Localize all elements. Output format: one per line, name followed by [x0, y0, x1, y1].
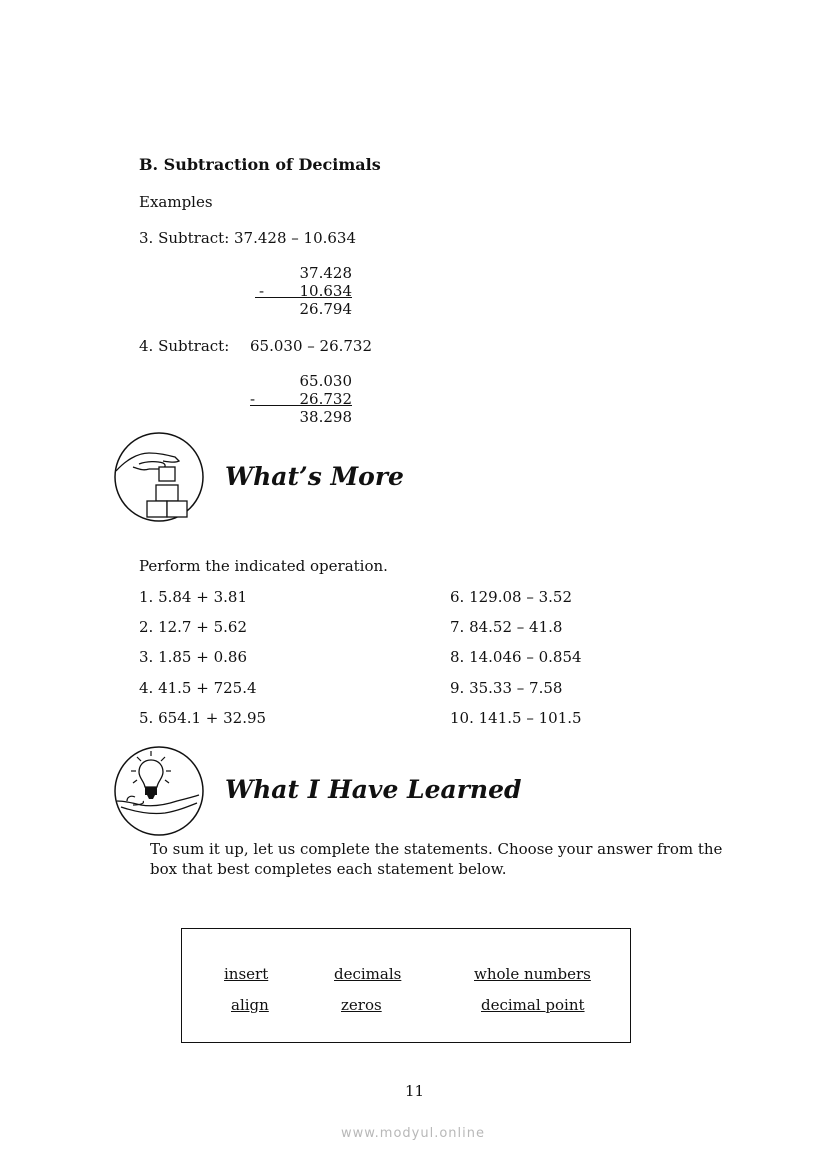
word-bank-box: [181, 928, 631, 1043]
word-bank-item: zeros: [341, 996, 382, 1014]
learned-instruction-line-2: box that best completes each statement below.: [150, 860, 507, 878]
whats-more-instruction: Perform the indicated operation.: [139, 557, 388, 575]
example-3-difference: 26.794: [299, 300, 352, 318]
watermark: www.modyul.online: [340, 1126, 486, 1141]
example-3-prompt: 3. Subtract: 37.428 – 10.634: [139, 229, 357, 247]
page-number: 11: [405, 1082, 425, 1100]
word-bank-item: decimal point: [481, 996, 585, 1014]
hand-stacking-blocks-icon: [113, 431, 205, 523]
example-4-prompt-label: 4. Subtract:: [139, 337, 230, 355]
example-3-minuend: 37.428: [299, 264, 352, 282]
example-4-minus-sign: -: [250, 390, 256, 408]
example-3-subtrahend: 10.634: [299, 282, 352, 300]
example-4-subtrahend: 26.732: [299, 390, 352, 408]
exercise-item: 6. 129.08 – 3.52: [450, 588, 572, 606]
exercise-item: 2. 12.7 + 5.62: [139, 618, 247, 636]
example-4-subtraction-line: [250, 390, 352, 406]
learned-instruction-line-1: To sum it up, let us complete the statements. Choose your answer from the: [150, 840, 723, 858]
what-i-have-learned-title: What I Have Learned: [225, 775, 522, 804]
examples-label: Examples: [139, 193, 213, 211]
exercise-item: 10. 141.5 – 101.5: [450, 709, 582, 727]
section-heading: B. Subtraction of Decimals: [139, 155, 381, 174]
word-bank-item: align: [231, 996, 269, 1014]
word-bank-item: decimals: [334, 965, 402, 983]
exercise-item: 5. 654.1 + 32.95: [139, 709, 267, 727]
exercise-item: 4. 41.5 + 725.4: [139, 679, 257, 697]
word-bank-item: insert: [224, 965, 269, 983]
example-4-prompt-expression: 65.030 – 26.732: [250, 337, 373, 355]
exercise-item: 7. 84.52 – 41.8: [450, 618, 563, 636]
exercise-item: 1. 5.84 + 3.81: [139, 588, 247, 606]
example-3-minus-sign: -: [259, 282, 265, 300]
lightbulb-in-hand-icon: [113, 745, 205, 837]
exercise-item: 9. 35.33 – 7.58: [450, 679, 563, 697]
example-4-difference: 38.298: [299, 408, 352, 426]
word-bank-item: whole numbers: [474, 965, 591, 983]
exercise-item: 8. 14.046 – 0.854: [450, 648, 582, 666]
exercise-item: 3. 1.85 + 0.86: [139, 648, 247, 666]
example-3-subtraction-line: [255, 282, 352, 298]
example-4-minuend: 65.030: [299, 372, 352, 390]
whats-more-title: What’s More: [225, 462, 404, 491]
